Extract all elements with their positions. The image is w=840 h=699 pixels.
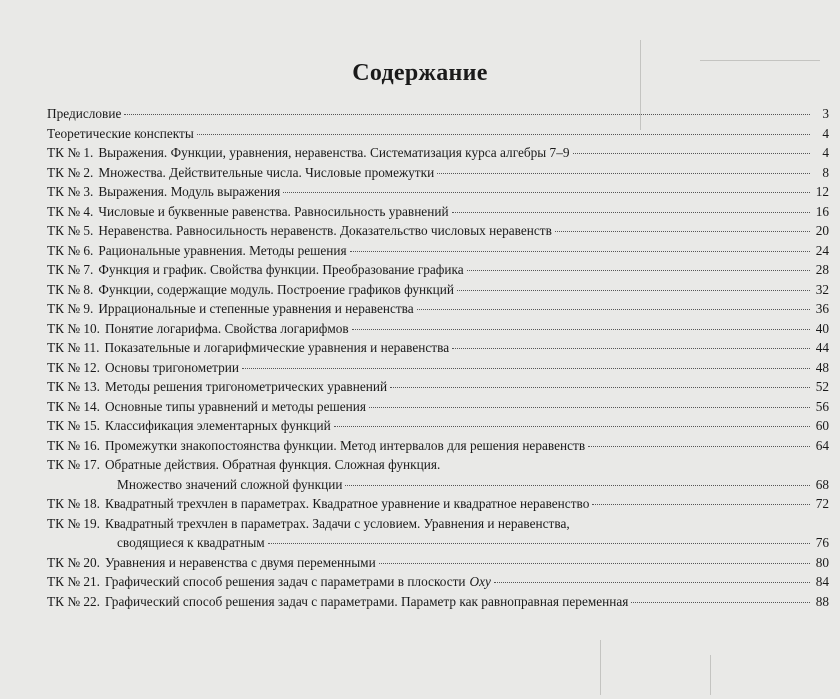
toc-entry-text: Иррациональные и степенные уравнения и неравенства	[98, 301, 414, 316]
toc-entry-text: Промежутки знакопостоянства функции. Метод интервалов для решения неравенств	[104, 437, 586, 453]
toc-entry-text: Квадратный трехчлен в параметрах. Квадратное уравнение и квадратное неравенство	[104, 496, 590, 511]
toc-page-number: 12	[815, 184, 829, 199]
toc-page-number: 44	[815, 340, 829, 355]
toc-entry-text: Обратные действия. Обратная функция. Сложная функция.	[104, 457, 441, 472]
toc-page-number: 64	[815, 437, 829, 453]
dot-leader	[417, 309, 810, 310]
toc-entry-text: Показательные и логарифмические уравнения и неравенства	[104, 340, 450, 355]
toc-entry-label	[47, 572, 491, 592]
toc-entry-number: ТК № 4.	[47, 203, 94, 219]
toc-entry	[47, 358, 829, 378]
toc-entry-text: Рациональные уравнения. Методы решения	[98, 242, 347, 258]
dot-leader	[350, 251, 810, 252]
toc-entry-label	[47, 377, 387, 397]
toc-entry-number: ТК № 5.	[47, 223, 94, 238]
toc-entry	[47, 163, 829, 183]
toc-page-number: 48	[815, 359, 829, 375]
toc-entry-text: Выражения. Функции, уравнения, неравенства. Систематизация курса алгебры 7–9	[98, 145, 570, 160]
toc-entry-label	[47, 260, 464, 280]
toc-entry-label	[47, 397, 366, 417]
toc-entry-continuation	[47, 475, 829, 495]
toc-entry-label	[47, 319, 349, 339]
toc-entry	[47, 338, 829, 358]
dot-leader	[268, 543, 810, 544]
toc-entry-number: ТК № 2.	[47, 164, 94, 180]
toc-entry-number: ТК № 12.	[47, 359, 100, 375]
toc-entry-number: ТК № 15.	[47, 418, 100, 433]
toc-page-number: 20	[815, 223, 829, 238]
toc-page-number: 72	[815, 496, 829, 511]
toc-entry-label	[47, 299, 414, 319]
toc-entry-text: сводящиеся к квадратным	[117, 535, 265, 550]
toc-entry-number: ТК № 8.	[47, 281, 94, 297]
toc-entry-number: ТК № 20.	[47, 554, 100, 570]
toc-entry-label	[47, 338, 449, 358]
toc-entry-label	[47, 553, 376, 573]
toc-entry	[47, 260, 829, 280]
dot-leader	[197, 134, 810, 135]
dot-leader	[588, 446, 810, 447]
toc-entry-continuation	[47, 533, 829, 553]
toc-entry-number: ТК № 9.	[47, 301, 94, 316]
toc-entry-text: Числовые и буквенные равенства. Равносильность уравнений	[98, 203, 449, 219]
toc-page-number: 16	[815, 203, 829, 219]
toc-entry	[47, 592, 829, 612]
toc-entry	[47, 319, 829, 339]
toc-entry-label	[47, 241, 347, 261]
toc-entry-number: ТК № 3.	[47, 184, 94, 199]
toc-page-number: 52	[815, 379, 829, 394]
toc-entry-text: Предисловие	[47, 106, 122, 121]
toc-entry-label	[47, 221, 552, 241]
toc-entry-number: ТК № 17.	[47, 457, 100, 472]
dot-leader	[345, 485, 810, 486]
dot-leader	[592, 504, 810, 505]
toc-page-number: 76	[815, 535, 829, 550]
toc-entry-label	[47, 592, 628, 612]
toc-entry	[47, 143, 829, 163]
toc-page-number: 3	[822, 106, 829, 121]
dot-leader	[352, 329, 810, 330]
dot-leader	[242, 368, 810, 369]
toc-entry-number: ТК № 7.	[47, 262, 94, 277]
toc-entry	[47, 455, 829, 475]
toc-entry	[47, 202, 829, 222]
toc-entry-text: Основы тригонометрии	[104, 359, 239, 375]
toc-entry-italic: Oxy	[469, 574, 491, 589]
toc-entry	[47, 397, 829, 417]
toc-entry-text: Множество значений сложной функции	[117, 476, 343, 492]
toc-entry-number: ТК № 11.	[47, 340, 100, 355]
toc-entry-number: ТК № 22.	[47, 593, 100, 609]
toc-entry-text: Методы решения тригонометрических уравнений	[104, 379, 388, 394]
toc-entry-text: Выражения. Модуль выражения	[98, 184, 281, 199]
dot-leader	[390, 387, 810, 388]
toc-entry	[47, 514, 829, 534]
toc-entry	[47, 104, 829, 124]
toc-entry	[47, 182, 829, 202]
toc-entry-text: Понятие логарифма. Свойства логарифмов	[104, 320, 349, 336]
dot-leader	[467, 270, 810, 271]
toc-entry-label	[47, 455, 440, 475]
toc-entry-text: Квадратный трехчлен в параметрах. Задачи с условием. Уравнения и неравенства,	[104, 515, 570, 531]
dot-leader	[124, 114, 810, 115]
toc-entry-number: ТК № 10.	[47, 320, 100, 336]
toc-entry-text: Функции, содержащие модуль. Построение графиков функций	[98, 281, 454, 297]
toc-entry	[47, 124, 829, 144]
toc-entry-text: Графический способ решения задач с параметрами в плоскости	[104, 574, 466, 589]
toc-page-number: 32	[815, 281, 829, 297]
toc-page-number: 36	[815, 301, 829, 316]
toc-entry-text: Графический способ решения задач с параметрами. Параметр как равноправная переменная	[104, 593, 629, 609]
toc-page-number: 40	[815, 320, 829, 336]
toc-entry	[47, 221, 829, 241]
toc-page-number: 88	[815, 593, 829, 609]
toc-page-number: 60	[815, 418, 829, 433]
toc-entry	[47, 241, 829, 261]
toc-page-number: 84	[815, 574, 829, 589]
dot-leader	[555, 231, 810, 232]
dot-leader	[631, 602, 810, 603]
toc-entry-number: ТК № 16.	[47, 437, 100, 453]
toc-entry-label	[47, 358, 239, 378]
toc-entry	[47, 572, 829, 592]
toc-entry-number: ТК № 19.	[47, 515, 100, 531]
dot-leader	[369, 407, 810, 408]
dot-leader	[452, 212, 810, 213]
toc-entry-number: ТК № 21.	[47, 574, 100, 589]
toc-entry-number: ТК № 13.	[47, 379, 100, 394]
toc-entry-label	[47, 280, 454, 300]
toc-entry-label	[47, 104, 121, 124]
dot-leader	[334, 426, 810, 427]
dot-leader	[457, 290, 810, 291]
toc-entry-label	[47, 514, 570, 534]
toc-entry-text: Теоретические конспекты	[47, 125, 194, 141]
toc-entry-text: Уравнения и неравенства с двумя переменными	[104, 554, 376, 570]
toc-entry-label	[47, 494, 589, 514]
toc-entry-number: ТК № 1.	[47, 145, 94, 160]
toc-entry-text: Основные типы уравнений и методы решения	[104, 398, 366, 414]
toc-entry-number: ТК № 18.	[47, 496, 100, 511]
toc-entry-label	[47, 533, 265, 553]
toc-page-number: 28	[815, 262, 829, 277]
toc-entry-label	[47, 143, 570, 163]
dot-leader	[379, 563, 810, 564]
toc-entry-text: Множества. Действительные числа. Числовые промежутки	[98, 164, 435, 180]
toc-page-number: 68	[815, 476, 829, 492]
toc-entry-label	[47, 202, 449, 222]
toc-entry-label	[47, 163, 434, 183]
toc-entry-number: ТК № 14.	[47, 398, 100, 414]
toc-entry	[47, 377, 829, 397]
toc-entry	[47, 553, 829, 573]
toc-page-number: 4	[822, 125, 829, 141]
dot-leader	[452, 348, 810, 349]
toc-page-number: 24	[815, 242, 829, 258]
toc-entry-text: Неравенства. Равносильность неравенств. Доказательство числовых неравенств	[98, 223, 552, 238]
toc-page-number: 56	[815, 398, 829, 414]
dot-leader	[494, 582, 810, 583]
page-title: Содержание	[352, 60, 488, 86]
toc-entry	[47, 494, 829, 514]
toc-entry-text: Классификация элементарных функций	[104, 418, 331, 433]
dot-leader	[437, 173, 810, 174]
bleed-through-line	[710, 655, 711, 695]
toc-entry	[47, 280, 829, 300]
toc-entry-label	[47, 475, 342, 495]
toc-entry-label	[47, 436, 585, 456]
dot-leader	[573, 153, 811, 154]
dot-leader	[283, 192, 810, 193]
toc-page-number: 4	[822, 145, 829, 160]
table-of-contents	[47, 104, 829, 611]
toc-entry	[47, 299, 829, 319]
toc-page-number: 8	[822, 164, 829, 180]
toc-entry	[47, 416, 829, 436]
toc-entry-label	[47, 416, 331, 436]
bleed-through-line	[600, 640, 601, 695]
toc-page-number: 80	[815, 554, 829, 570]
toc-entry-label	[47, 124, 194, 144]
toc-entry	[47, 436, 829, 456]
toc-entry-label	[47, 182, 280, 202]
toc-entry-text: Функция и график. Свойства функции. Преобразование графика	[98, 262, 464, 277]
toc-entry-number: ТК № 6.	[47, 242, 94, 258]
